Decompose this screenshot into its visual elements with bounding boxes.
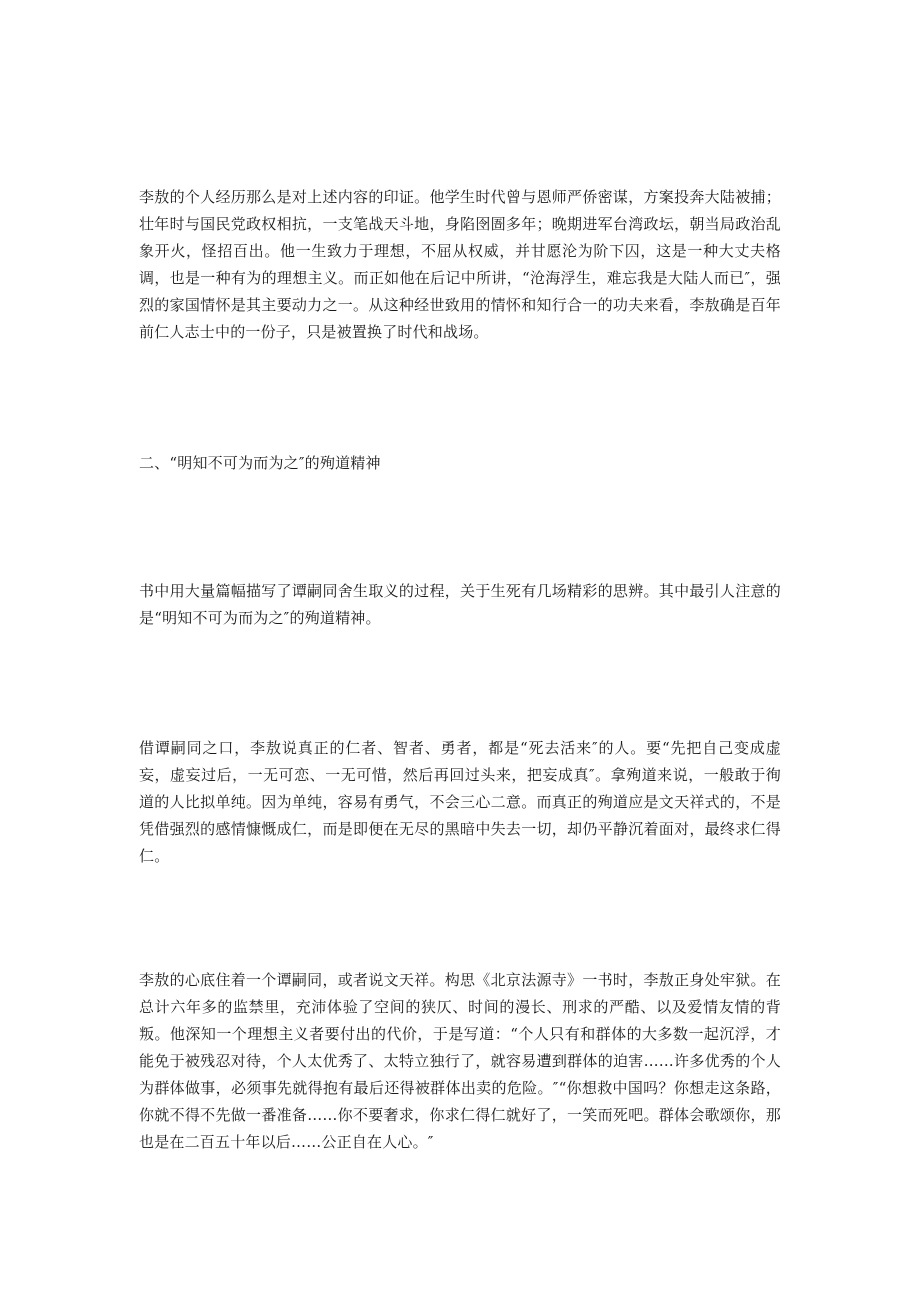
paragraph-tan-sitong-words: 借谭嗣同之口，李敖说真正的仁者、智者、勇者，都是“死去活来″的人。要“先把自己变成虚妄，虚妄过后，一无可恋、一无可惜，然后再回过头来，把妄成真″。拿殉道来说，一般敢于徇道的人比拟单纯。因为单纯，容易有勇气，不会三心二意。而真正的殉道应是文天祥式的，不是凭借强烈的感情慷慨成仁，而是即便在无尽的黑暗中失去一切，却仍平静沉着面对，最终求仁得仁。: [139, 739, 781, 865]
paragraph-personal-experience: 李敖的个人经历那么是对上述内容的印证。他学生时代曾与恩师严侨密谋，方案投奔大陆被捕；壮年时与国民党政权相抗，一支笔战天斗地，身陷囹圄多年；晚期进军台湾政坛，朝当局政治乱象开火，怪招百出。他一生致力于理想，不屈从权威，并甘愿沦为阶下囚，这是一种大丈夫格调，也是一种有为的理想主义。而正如他在后记中所讲，“沧海浮生，难忘我是大陆人而已″，强烈的家国情怀是其主要动力之一。从这种经世致用的情怀和知行合一的功夫来看，李敖确是百年前仁人志士中的一份子，只是被置换了时代和战场。: [139, 188, 781, 341]
paragraph-li-ao-prison: 李敖的心底住着一个谭嗣同，或者说文天祥。构思《北京法源寺》一书时，李敖正身处牢狱。在总计六年多的监禁里，充沛体验了空间的狭仄、时间的漫长、刑求的严酷、以及爱情友情的背叛。他深知一个理想主义者要付出的代价，于是写道：“个人只有和群体的大多数一起沉浮，才能免于被残忍对待，个人太优秀了、太特立独行了，就容易遭到群体的迫害……许多优秀的个人为群体做事，必须事先就得抱有最后还得被群体出卖的危险。″“你想救中国吗？你想走这条路，你就不得不先做一番准备……你不要奢求，你求仁得仁就好了，一笑而死吧。群体会歌颂你，那也是在二百五十年以后……公正自在人心。″: [139, 971, 781, 1151]
paragraph-martyrdom-intro: 书中用大量篇幅描写了谭嗣同舍生取义的过程，关于生死有几场精彩的思辨。其中最引人注意的是“明知不可为而为之″的殉道精神。: [139, 582, 781, 627]
section-heading: 二、“明知不可为而为之″的殉道精神: [139, 454, 381, 472]
